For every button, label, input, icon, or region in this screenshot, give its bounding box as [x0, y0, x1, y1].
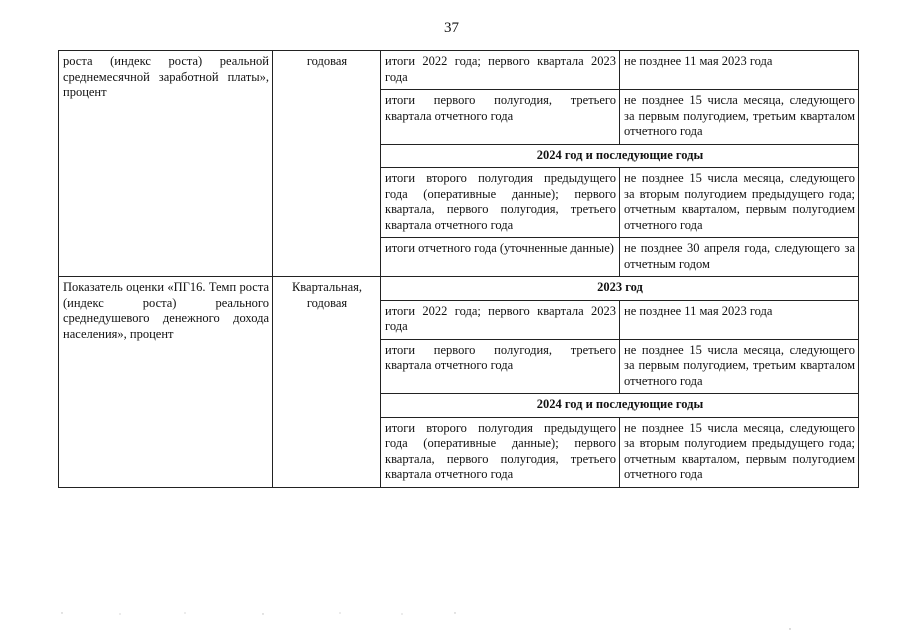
period-cell: итоги второго полугодия предыдущего года (оперативные данные); первого квартала, первого полугодия, третьего квартала отчетного года — [381, 417, 620, 487]
year-subheader: 2023 год — [381, 277, 859, 301]
deadline-cell: не позднее 15 числа месяца, следующего за первым полугодием, третьим кварталом отчетного года — [620, 339, 859, 394]
period-cell: итоги 2022 года; первого квартала 2023 года — [381, 51, 620, 90]
scan-specks — [0, 605, 903, 635]
periodicity-cell: годовая — [273, 51, 381, 277]
period-cell: итоги первого полугодия, третьего квартала отчетного года — [381, 90, 620, 145]
deadline-cell: не позднее 15 числа месяца, следующего за вторым полугодием предыдущего года; отчетным кварталом, первым полугодием отчетного года — [620, 417, 859, 487]
year-subheader: 2024 год и последующие годы — [381, 144, 859, 168]
periodicity-cell: Квартальная, годовая — [273, 277, 381, 488]
deadline-cell: не позднее 30 апреля года, следующего за отчетным годом — [620, 238, 859, 277]
indicator-cell: роста (индекс роста) реальной среднемесячной заработной платы», процент — [59, 51, 273, 277]
deadline-cell: не позднее 11 мая 2023 года — [620, 300, 859, 339]
indicator-table — [58, 50, 859, 488]
table-row — [59, 277, 859, 301]
deadline-cell: не позднее 15 числа месяца, следующего за первым полугодием, третьим кварталом отчетного года — [620, 90, 859, 145]
table-row — [59, 51, 859, 90]
year-subheader: 2024 год и последующие годы — [381, 394, 859, 418]
page-number: 37 — [444, 20, 459, 36]
period-cell: итоги отчетного года (уточненные данные) — [381, 238, 620, 277]
deadline-cell: не позднее 15 числа месяца, следующего за вторым полугодием предыдущего года; отчетным кварталом, первым полугодием отчетного года — [620, 168, 859, 238]
deadline-cell: не позднее 11 мая 2023 года — [620, 51, 859, 90]
period-cell: итоги второго полугодия предыдущего года (оперативные данные); первого квартала, первого полугодия, третьего квартала отчетного года — [381, 168, 620, 238]
period-cell: итоги 2022 года; первого квартала 2023 года — [381, 300, 620, 339]
period-cell: итоги первого полугодия, третьего квартала отчетного года — [381, 339, 620, 394]
indicator-cell: Показатель оценки «ПГ16. Темп роста (индекс роста) реального среднедушевого денежного дохода населения», процент — [59, 277, 273, 488]
